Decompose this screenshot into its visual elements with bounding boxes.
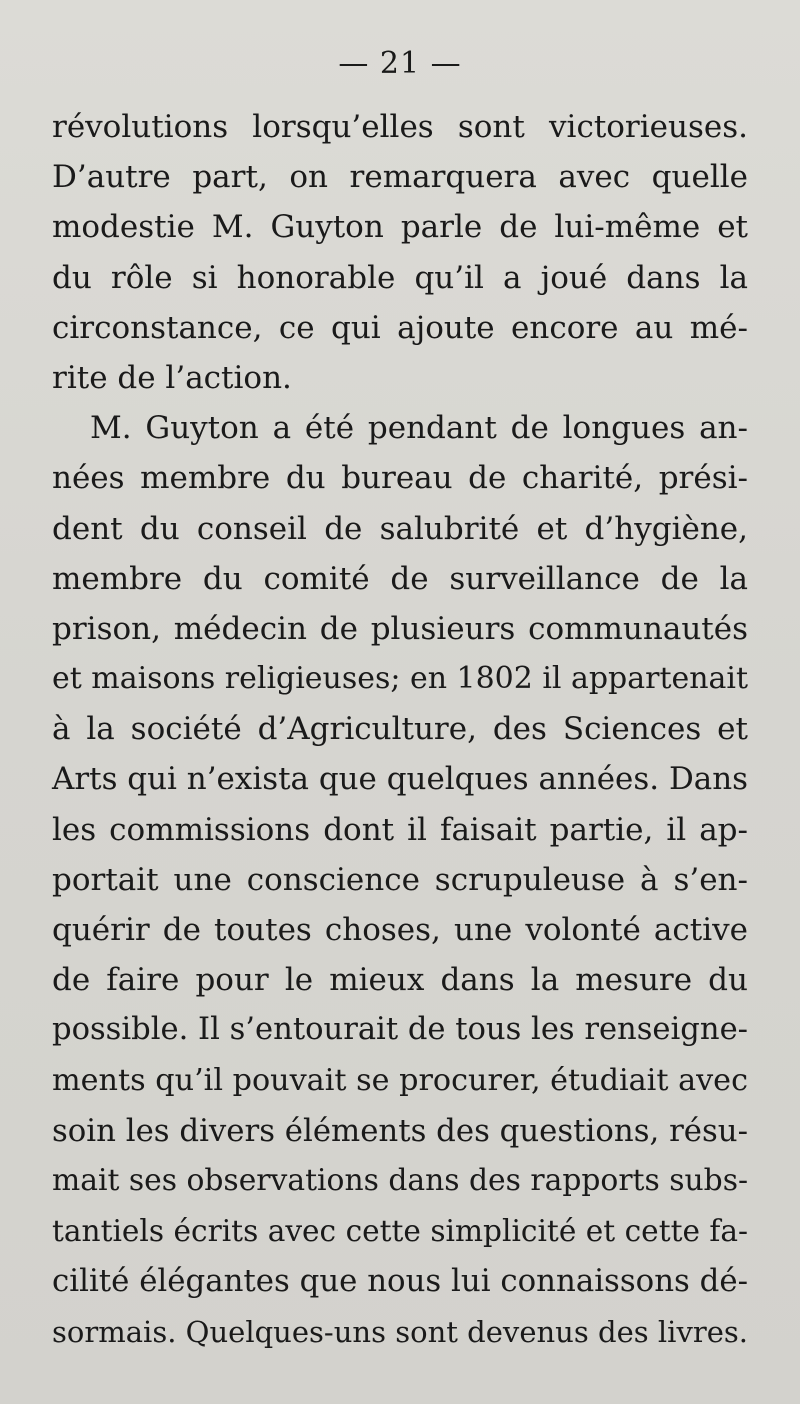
text-line: sormais. Quelques-uns sont devenus des livres.: [52, 1314, 748, 1349]
text-line: possible. Il s’entourait de tous les renseigne-: [52, 1012, 748, 1048]
text-line: révolutions lorsqu’elles sont victorieuses.: [52, 109, 748, 145]
text-line: Arts qui n’exista que quelques années. Dans: [52, 761, 748, 798]
text-line: soin les divers éléments des questions, résu-: [52, 1112, 748, 1149]
text-line: et maisons religieuses; en 1802 il appartenait: [52, 661, 749, 697]
text-line: à la société d’Agriculture, des Sciences et: [52, 711, 748, 748]
text-line: dent du conseil de salubrité et d’hygiène,: [52, 510, 748, 547]
paragraph: [52, 102, 748, 403]
text-line: ments qu’il pouvait se procurer, étudiait avec: [52, 1062, 748, 1098]
text-line: du rôle si honorable qu’il a joué dans la: [52, 259, 748, 296]
text-line: les commissions dont il faisait partie, il ap-: [52, 811, 748, 848]
page-number: — 21 —: [338, 46, 462, 81]
text-line: circonstance, ce qui ajoute encore au mé-: [52, 309, 748, 346]
text-line: membre du comité de surveillance de la: [52, 560, 748, 597]
text-line: modestie M. Guyton parle de lui-même et: [52, 209, 748, 246]
text-line: D’autre part, on remarquera avec quelle: [52, 159, 748, 196]
text-line: quérir de toutes choses, une volonté active: [52, 912, 748, 948]
text-line: portait une conscience scrupuleuse à s’en-: [52, 861, 748, 898]
text-line: M. Guyton a été pendant de longues an-: [90, 410, 748, 447]
text-line: prison, médecin de plusieurs communautés: [52, 610, 748, 647]
text-line: rite de l’action.: [52, 359, 292, 396]
text-line: mait ses observations dans des rapports subs-: [52, 1162, 749, 1198]
text-line: tantiels écrits avec cette simplicité et cette fa-: [52, 1214, 748, 1249]
text-line: nées membre du bureau de charité, prési-: [52, 460, 748, 497]
text-line: de faire pour le mieux dans la mesure du: [52, 962, 748, 999]
paragraph: [52, 403, 748, 1357]
body-text: [52, 102, 748, 1357]
text-line: cilité élégantes que nous lui connaissons dé-: [52, 1263, 748, 1300]
